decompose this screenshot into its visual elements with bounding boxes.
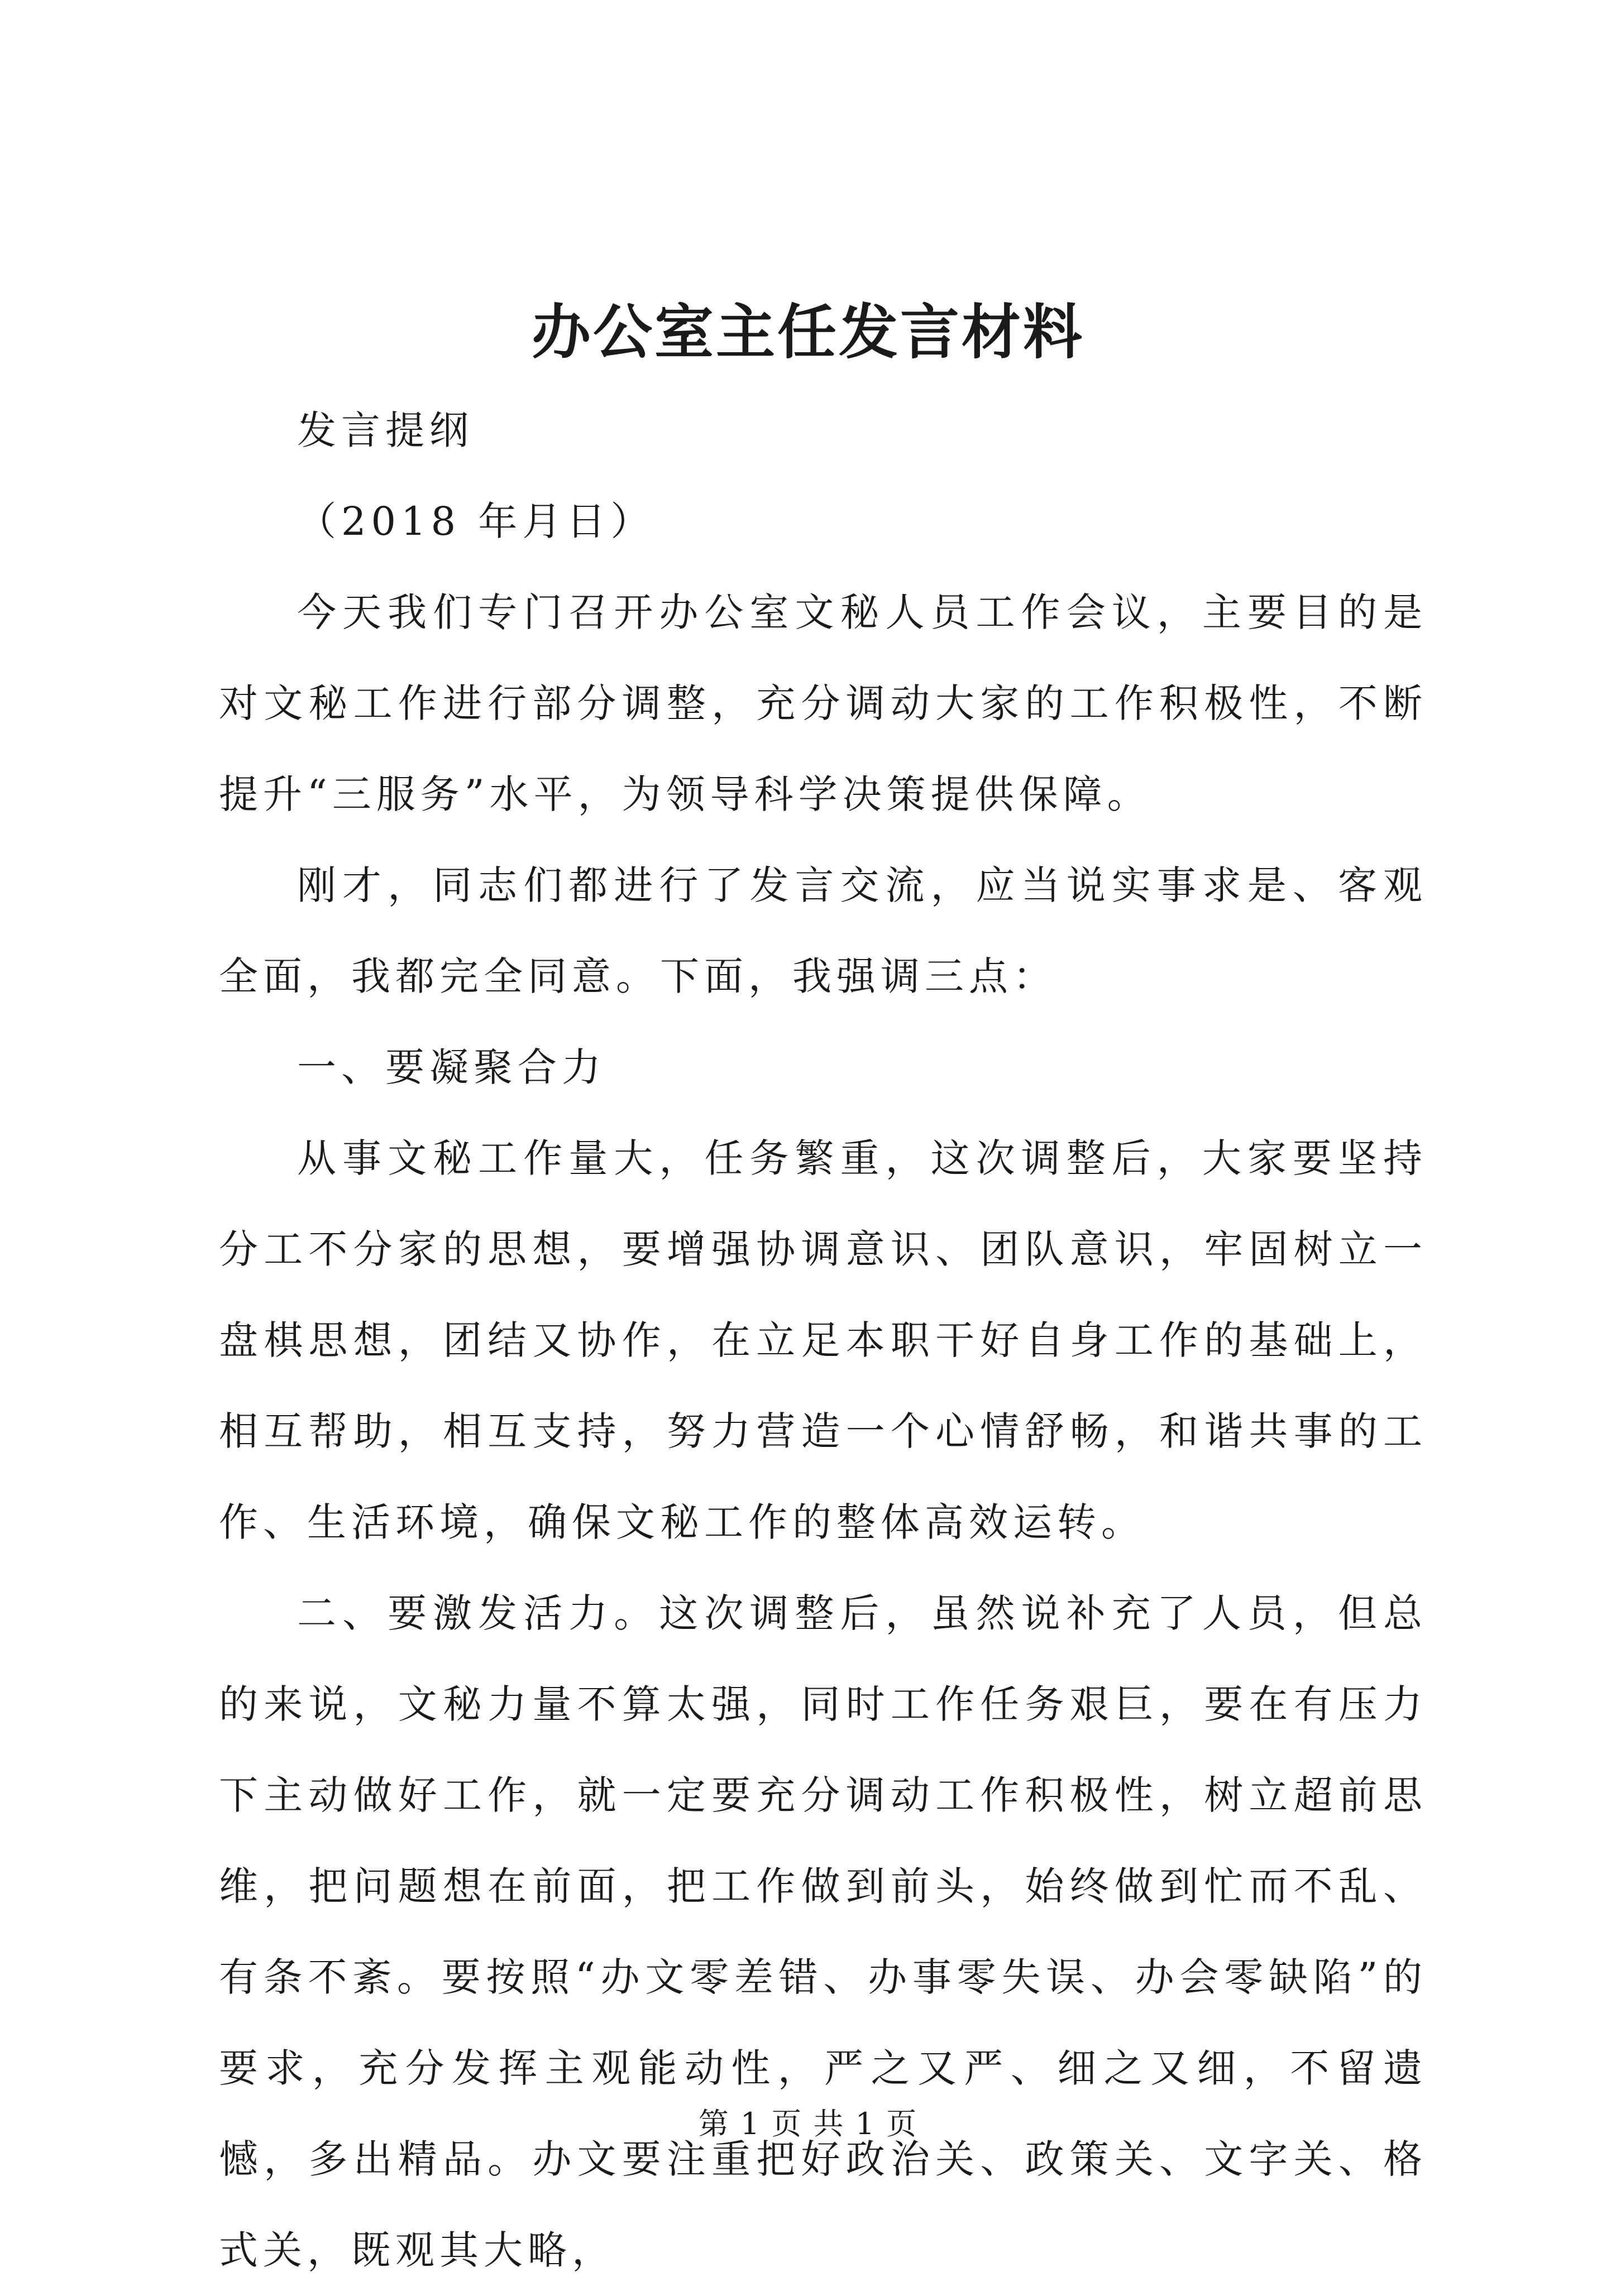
paragraph-section-one: 从事文秘工作量大，任务繁重，这次调整后，大家要坚持分工不分家的思想，要增强协调意识、团队意识，牢固树立一盘棋思想，团结又协作，在立足本职干好自身工作的基础上，相互帮助，相互支持，努力营造一个心情舒畅，和谐共事的工作、生活环境，确保文秘工作的整体高效运转。 bbox=[219, 1135, 1427, 1545]
paragraph-outline-label: 发言提纲 bbox=[297, 408, 474, 453]
paragraph-intro: 今天我们专门召开办公室文秘人员工作会议，主要目的是对文秘工作进行部分调整，充分调动大家的工作积极性，不断提升“三服务”水平，为领导科学决策提供保障。 bbox=[219, 589, 1427, 817]
paragraph-agreement: 刚才，同志们都进行了发言交流，应当说实事求是、客观全面，我都完全同意。下面，我强调三点： bbox=[219, 862, 1427, 999]
paragraph-date: （2018 年月日） bbox=[297, 498, 655, 544]
document-title: 办公室主任发言材料 bbox=[532, 297, 1084, 367]
document-body bbox=[219, 385, 1427, 2296]
heading-section-one: 一、要凝聚合力 bbox=[297, 1044, 606, 1090]
paragraph-section-two: 二、要激发活力。这次调整后，虽然说补充了人员，但总的来说，文秘力量不算太强，同时工作任务艰巨，要在有压力下主动做好工作，就一定要充分调动工作积极性，树立超前思维，把问题想在前面，把工作做到前头，始终做到忙而不乱、有条不紊。要按照“办文零差错、办事零失误、办会零缺陷”的要求，充分发挥主观能动性，严之又严、细之又细，不留遗憾，多出精品。办文要注重把好政治关、政策关、文字关、格式关，既观其大略， bbox=[219, 1590, 1427, 2273]
page-footer: 第 1 页 共 1 页 bbox=[698, 2106, 918, 2141]
